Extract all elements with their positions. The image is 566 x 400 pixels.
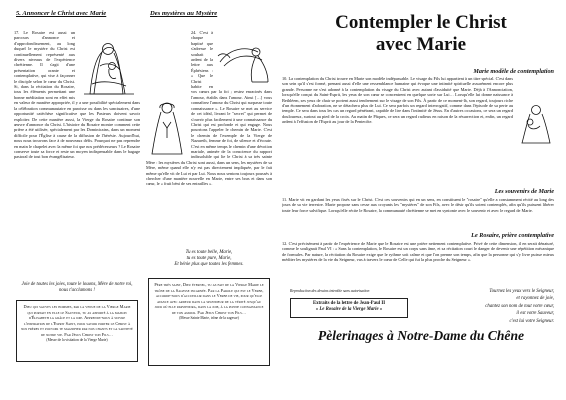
annunciation-illustration [216, 42, 272, 84]
mary-holding-child-illustration [516, 102, 554, 144]
poem-line: il est votre Sauveur, [516, 311, 554, 317]
extract-line1: Extraits de la lettre de Jean-Paul II [312, 301, 386, 306]
marian-quote-annoncer: Joie de toutes les joies, toute le louons, Mère de notre roi, nous t'acclamons ! [21, 282, 133, 293]
poem-line: Tournez les yeux vers le Seigneur, [489, 289, 554, 294]
prayer-text-annoncer: Dieu qui sauves les hommes, par la venue de la Vierge Marie qui portait en elle le Sauveur, tu as apporté à la maison d'Élisabeth la grâce et la joie. Apprends-nous à suivre l'inspiration de l'Esprit Saint, pour savoir porter le Christ à nos frères et pouvoir te magnifier par nos chants et la sainteté de notre vie. Par Jésus Christ ton Fils… [21, 304, 133, 337]
panel-contempler [282, 6, 560, 398]
poem-line: chantez son nom de tout votre cœur, [485, 303, 554, 309]
section-heading-annoncer: 5. Annoncer le Christ avec Marie [16, 10, 107, 17]
prayer-box-annoncer [16, 300, 138, 362]
mary-praying-illustration [146, 98, 188, 156]
body-text-souvenirs: 11. Marie vit en gardant les yeux fixés sur le Christ. C'est ces souvenirs qui en un sens, en constituent le "rosaire" qu'elle a constamment récité au long des jours de sa vie terrestre. Marie propose sans cesse aux croyants les "mystères" de son Fils, avec le désir qu'ils soient contemplés, afin qu'ils puissent libérer toute leur force salvifique. Lorsqu'elle récite le Rosaire, la communauté chrétienne se met en syntonie avec le souvenir et avec le regard de Marie. [282, 197, 554, 213]
marian-quote-mysteres [150, 250, 268, 269]
poem-line: c'est lui votre Seigneur. [509, 318, 554, 324]
quote-line: Tu es toute belle, Marie, [185, 250, 233, 255]
quote-line: tu es toute pure, Marie, [186, 256, 232, 262]
body-text-modele: 10. La contemplation du Christ trouve en Marie son modèle indépassable. Le visage du Fils lui appartient à un titre spécial. C'est dans son sein qu'il s'est formé, prenant aussi d'elle une ressemblance humaine qui évoque une intimité spirituelle assurément encore plus grande. Personne ne s'est adonné à la contemplation du visage du Christ avec autant d'assiduité que Marie. Déjà à l'Annonciation, lorsqu'elle conçut du Saint-Esprit, les yeux de son cœur se concentrent en quelque sorte sur Lui… Lorsqu'elle lui donne naissance à Bethléem, ses yeux de chair se portent aussi tendrement sur le visage de son Fils. À partir de ce moment-là, son regard, toujours riche d'un étonnement d'adoration, ne se détachera plus de Lui. Ce sera parfois un regard interrogatif, comme dans l'épisode de sa perte au temple. Ce sera dans tous les cas un regard pénétrant, capable de lire dans l'intimité de Jésus. En d'autres occasions, ce sera un regard douloureux, surtout au pied de la croix. Au matin de Pâques, ce sera un regard radieux en raison de la résurrection et, enfin, un regard ardent à l'effusion de l'Esprit au jour de la Pentecôte. [282, 76, 554, 190]
poem-line: et rayonnez de joie, [516, 296, 554, 302]
footer-title: Pèlerinages à Notre-Dame du Chêne [317, 328, 525, 343]
mary-with-child-illustration [78, 36, 140, 96]
body-text-mysteres: 24. C'est à chaque baptisé que s'adresse le souhait ardent de la lettre aux Éphésiens : « Que le Christ habite en vos cœurs par la foi ; restez enracinés dans l'amour, établis dans l'amour. Ainsi […] vous connaîtrez l'amour du Christ qui surpasse toute connaissance ». Le Rosaire se met au service de cet idéal, livrant le "secret" qui permet de s'ouvrir plus facilement à une connaissance du Christ qui est profonde et qui engage. Nous pourrions l'appeler le chemin de Marie. C'est le chemin de l'exemple de la Vierge de Nazareth, femme de foi, de silence et d'écoute. C'est en même temps le chemin d'une dévotion mariale, animée de la conscience du rapport indissoluble qui lie le Christ à sa très sainte Mère : les mystères du Christ sont aussi, dans un sens, les mystères de sa Mère, même quand elle n'y est pas directement impliquée, par le fait même qu'elle vit de Lui et par Lui. Nous nous sentons toujours poussés à chercher d'une manière nouvelle en Marie, entre ses bras et dans son cœur, le « fruit béni de ses entrailles ». [146, 30, 272, 187]
main-title-line1: Contempler le Christ [335, 12, 507, 33]
reproduction-note: Reproduction des dessins interdite sans autorisation [290, 289, 370, 293]
quote-line: Et bénie plus que toutes les femmes. [174, 262, 244, 268]
body-text-annoncer: 17. Le Rosaire est aussi un parcours d'annonce et d'approfondissement, au long duquel le mystère du Christ est continuellement représenté aux divers niveaux de l'expérience chrétienne. Il s'agit d'une présentation orante et contemplative, qui vise à façonner le disciple selon le cœur du Christ. Si, dans la récitation du Rosaire, tous les éléments permettant une bonne méditation sont en effet mis en valeur de manière appropriée, il y a une possibilité spécialement dans la célébration communautaire en paroisse ou dans les sanctuaires, d'une opportunité catéchèse significative que les Pasteurs doivent savoir exploiter. De cette manière aussi, la Vierge du Rosaire continue son œuvre d'annonce du Christ. L'histoire du Rosaire montre comment cette prière a été utilisée, spécialement par les Dominicains, dans un moment difficile pour l'Église à cause de la diffusion de l'hérésie. Aujourd'hui, nous nous trouvons face à de nouveaux défis. Pourquoi ne pas reprendre en main le chapelet avec la même foi que nos prédécesseurs ? Le Rosaire conserve toute sa force et reste un moyen indispensable dans le bagage pastoral de tout bon évangélisateur. [14, 30, 140, 160]
main-title-line2: avec Marie [375, 34, 467, 55]
prayer-source-annoncer: (Messe de la visitation de la Vierge Marie) [46, 337, 108, 342]
body-text-priere: 12. C'est précisément à partir de l'expérience de Marie que le Rosaire est une prière nettement contemplative. Privé de cette dimension, il en serait dénaturé, comme le soulignait Paul VI : « Sans la contemplation, le Rosaire est un corps sans âme, et sa récitation court le danger de devenir une répétition mécanique de formules. Par nature, la récitation du Rosaire exige que le rythme soit calme et que l'on prenne son temps, afin que la personne qui s'y livre puisse mieux méditer les mystères de la vie du Seigneur, vus à travers le cœur de Celle qui fut la plus proche du Seigneur ». [282, 241, 554, 263]
poem [432, 288, 554, 325]
subtitle-modele: Marie modèle de contemplation [473, 68, 554, 75]
subtitle-souvenirs: Les souvenirs de Marie [494, 188, 554, 195]
subtitle-priere: Le Rosaire, prière contemplative [471, 232, 554, 239]
panel-mysteres [146, 6, 272, 398]
main-title [282, 12, 560, 56]
prayer-text-mysteres: Père très saint, Dieu éternel, tu as fait de la Vierge Marie le trône de la Sagesse incarnée. Par la Parole qui est le Verbe, accorde-nous d'accueillir dans le Verbe de vie, pour qu'elle avance avec ardeur dans la splendeur de la vérité jusqu'au jour où elle parviendra, dans la joie, à la pleine connaissance de ton amour. Par Jésus Christ ton Fils… [154, 282, 264, 315]
prayer-box-mysteres [148, 278, 270, 366]
section-heading-mysteres: Des mystères au Mystère [150, 10, 218, 17]
panel-annoncer [14, 6, 140, 398]
prayer-source-mysteres: (Messe Sainte Marie, trône de la sagesse) [179, 315, 239, 320]
extract-line2: « Le Rosaire de la Vierge Marie » [315, 307, 383, 312]
extract-box [290, 298, 408, 318]
